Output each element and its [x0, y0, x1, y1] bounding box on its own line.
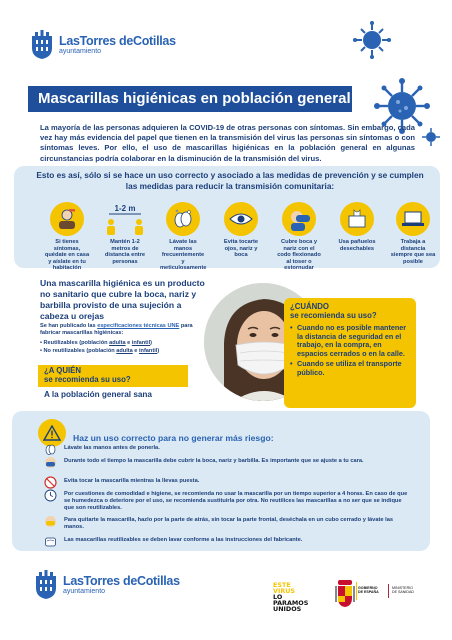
measures-title: Esto es así, sólo si se hace un uso correcto y asociado a las medidas de prevención y se cumplen las medidas para reducir la transmisión comunitaria:	[36, 170, 424, 191]
when-question-box: ¿CUÁNDO se recomienda su uso? • Cuando no es posible mantener la distancia de seguridad en el trabajo, en la compra, en espacios cerrados o en la calle. • Cuando se utiliza el transporte público.	[284, 298, 416, 408]
government-label: GOBIERNO DE ESPAÑA	[358, 586, 379, 595]
castle-crest-icon	[30, 30, 54, 60]
distance-icon	[103, 202, 147, 236]
cough-elbow-icon	[282, 202, 316, 236]
logo-name: LasTorres deCotillas	[59, 33, 176, 48]
list-item: Lávate las manos antes de ponerla.	[44, 443, 409, 456]
virus-icon	[352, 20, 392, 60]
list-item: • Cuando no es posible mantener la distancia de seguridad en el trabajo, en la compra, en espacios cerrados o en la calle.	[290, 324, 410, 359]
measure-item: Evita tocarte ojos, nariz y boca	[218, 202, 264, 259]
eye-icon	[224, 202, 258, 236]
reusable-item: • Reutilizables (población adulta e infantil)	[40, 340, 153, 346]
measure-item: Lávate las manos frecuentemente y meticulosamente	[160, 202, 206, 272]
list-item: Por cuestiones de comodidad e higiene, se recomienda no usar la mascarilla por un tiempo superior a 4 horas. En caso de que se humedezca o deteriore por el uso, se recomienda sustituirla por otra. No reutilices las mascarillas a no ser que se indique que son reutilizables.	[44, 489, 409, 512]
logo-name: LasTorres deCotillas	[63, 573, 180, 588]
list-item: • Cuando se utiliza el transporte público.	[290, 360, 410, 378]
measure-item: Si tienes síntomas, quédate en casa y aíslate en tu habitación	[44, 202, 90, 272]
sick-person-icon	[50, 202, 84, 236]
clock-icon	[44, 489, 57, 502]
no-touch-icon	[44, 476, 57, 489]
handwash-small-icon	[44, 443, 57, 456]
nonreusable-item: • No reutilizables (población adulta e infantil)	[40, 348, 160, 355]
municipal-logo-footer	[34, 570, 180, 600]
list-item: Durante todo el tiempo la mascarilla debe cubrir la boca, nariz y barbilla. Es importante que se ajuste a tu cara.	[44, 456, 409, 469]
castle-crest-icon	[34, 570, 58, 600]
laptop-icon	[396, 202, 430, 236]
spain-coat-of-arms-icon	[334, 580, 356, 608]
intro-paragraph: La mayoría de las personas adquieren la COVID-19 de otras personas con síntomas. Sin embargo, cada vez hay más evidencia del papel que tienen en la transmisión del virus las personas sin síntomas o con síntomas leves. Por ello, el uso de mascarillas higiénicas en la población general en algunas circunstancias podría colaborar en la disminución de la transmisión del virus.	[40, 123, 415, 163]
measure-item: Usa pañuelos desechables	[334, 202, 380, 252]
logo-sub: ayuntamiento	[59, 48, 102, 56]
measure-item: Cubre boca y nariz con el codo flexionado al toser o estornudar	[276, 202, 322, 272]
prevention-measures-panel	[14, 166, 440, 272]
government-logos	[270, 580, 430, 612]
mask-types-list	[40, 339, 210, 356]
virus-small-icon	[420, 126, 442, 148]
page-title: Mascarillas higiénicas en población general	[28, 86, 352, 112]
when-list	[290, 324, 410, 378]
tissue-box-icon	[340, 202, 374, 236]
distance-label: 1-2 m	[114, 204, 136, 213]
municipal-logo	[30, 30, 176, 60]
technical-specs-note: Se han publicado las especificaciones técnicas UNE para fabricar mascarillas higiénicas:	[40, 323, 193, 336]
remove-mask-icon	[44, 515, 57, 528]
ministry-label: MINISTERIO DE SANIDAD	[392, 586, 414, 595]
nonreusable-child-link[interactable]: infantil	[138, 348, 158, 355]
list-item: Evita tocar la mascarilla mientras la llevas puesta.	[44, 476, 409, 489]
reusable-adult-link[interactable]: adulta	[109, 340, 126, 346]
who-question-box: ¿A QUIÉN se recomienda su uso?	[38, 365, 188, 387]
reusable-child-link[interactable]: infantil	[131, 340, 151, 346]
correct-use-panel	[12, 411, 430, 551]
list-item: Para quitarte la mascarilla, hazlo por la parte de atrás, sin tocar la parte frontal, deséchala en un cubo cerrado y lávate las manos.	[44, 515, 409, 531]
mask-definition: Una mascarilla higiénica es un producto no sanitario que cubre la boca, nariz y barbilla provisto de una sujeción a cabeza u orejas	[40, 278, 205, 321]
who-answer: A la población general sana	[44, 390, 152, 399]
nonreusable-adult-link[interactable]: adulta	[116, 348, 133, 355]
wash-mask-icon	[44, 535, 57, 548]
face-mask-icon	[44, 456, 57, 469]
logo-sub: ayuntamiento	[63, 588, 106, 596]
slogan-logo: ESTE VIRUS LO PARAMOS UNIDOS	[273, 581, 309, 614]
measure-item: 1-2 m Mantén 1-2 metros de distancia entre personas	[104, 204, 146, 265]
correct-use-title: Haz un uso correcto para no generar más riesgo:	[73, 433, 274, 443]
une-specs-link[interactable]: especificaciones técnicas UNE	[97, 323, 180, 329]
measure-item: Trabaja a distancia siempre que sea posible	[390, 202, 436, 265]
handwash-icon	[166, 202, 200, 236]
list-item: Las mascarillas reutilizables se deben lavar conforme a las instrucciones del fabricante.	[44, 535, 409, 548]
